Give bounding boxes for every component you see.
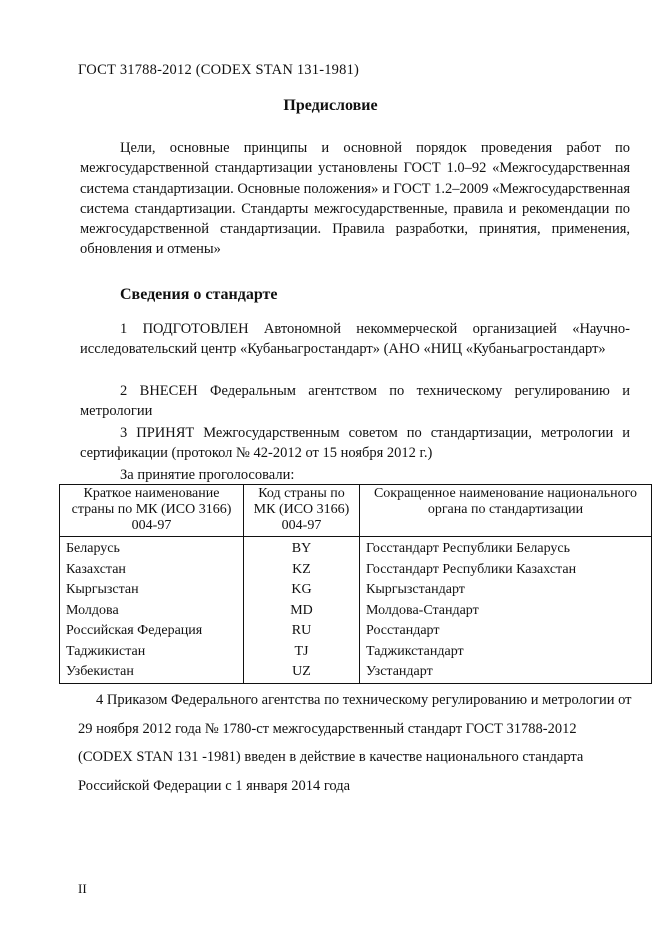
- document-code-header: ГОСТ 31788-2012 (CODEX STAN 131-1981): [78, 62, 360, 78]
- standards-body: Росстандарт: [360, 621, 652, 642]
- country-code: RU: [244, 621, 360, 642]
- country-code: TJ: [244, 642, 360, 663]
- standards-body: Госстандарт Республики Беларусь: [360, 537, 652, 560]
- header-country-code: Код страны по МК (ИСО 3166) 004-97: [244, 485, 360, 537]
- country-code: UZ: [244, 662, 360, 683]
- foreword-paragraph: Цели, основные принципы и основной порядок проведения работ по межгосударственной стандартизации установлены ГОСТ 1.0–92 «Межгосударственная система стандартизации. Основные положения» и ГОСТ 1.2–2009 «Межгосударственная система стандартизации. Стандарты межгосударственные, правила и рекомендации по межгосударственной стандартизации. Правила разработки, принятия, применения, обновления и отмены»: [80, 140, 630, 258]
- country-code: KG: [244, 580, 360, 601]
- standard-info-title: Сведения о стандарте: [120, 286, 278, 303]
- header-standards-body: Сокращенное наименование национального органа по стандартизации: [360, 485, 652, 537]
- table-row: [60, 662, 652, 683]
- voting-table: [59, 484, 652, 684]
- standards-body: Таджикстандарт: [360, 642, 652, 663]
- country-name: Казахстан: [60, 560, 244, 581]
- country-code: KZ: [244, 560, 360, 581]
- table-header-row: [60, 485, 652, 537]
- table-row: [60, 537, 652, 560]
- header-country-name: Краткое наименование страны по МК (ИСО 3166) 004-97: [60, 485, 244, 537]
- table-row: [60, 642, 652, 663]
- table-row: [60, 621, 652, 642]
- foreword-title: Предисловие: [283, 97, 378, 114]
- info-item-1: 1 ПОДГОТОВЛЕН Автономной некоммерческой организацией «Научно-исследовательский центр «Кубаньагростандарт» (АНО «НИЦ «Кубаньагростандарт»: [80, 321, 630, 358]
- country-code: BY: [244, 537, 360, 560]
- standards-body: Госстандарт Республики Казахстан: [360, 560, 652, 581]
- country-code: MD: [244, 601, 360, 622]
- standards-body: Молдова-Стандарт: [360, 601, 652, 622]
- info-item-2: 2 ВНЕСЕН Федеральным агентством по техническому регулированию и метрологии: [80, 383, 630, 420]
- table-row: [60, 560, 652, 581]
- country-name: Беларусь: [60, 537, 244, 560]
- table-row: [60, 580, 652, 601]
- table-row: [60, 601, 652, 622]
- country-name: Узбекистан: [60, 662, 244, 683]
- info-item-4: 4 Приказом Федерального агентства по техническому регулированию и метрологии от 29 ноября 2012 года № 1780-ст межгосударственный стандарт ГОСТ 31788-2012 (CODEX STAN 131 -1981) введен в действие в качестве национального стандарта Российской Федерации с 1 января 2014 года: [78, 692, 632, 794]
- standards-body: Узстандарт: [360, 662, 652, 683]
- country-name: Молдова: [60, 601, 244, 622]
- country-name: Кыргызстан: [60, 580, 244, 601]
- info-item-3: 3 ПРИНЯТ Межгосударственным советом по стандартизации, метрологии и сертификации (протокол № 42-2012 от 15 ноября 2012 г.): [80, 425, 630, 462]
- standards-body: Кыргызстандарт: [360, 580, 652, 601]
- country-name: Таджикистан: [60, 642, 244, 663]
- country-name: Российская Федерация: [60, 621, 244, 642]
- page-number: II: [78, 881, 87, 896]
- vote-label: За принятие проголосовали:: [120, 467, 295, 483]
